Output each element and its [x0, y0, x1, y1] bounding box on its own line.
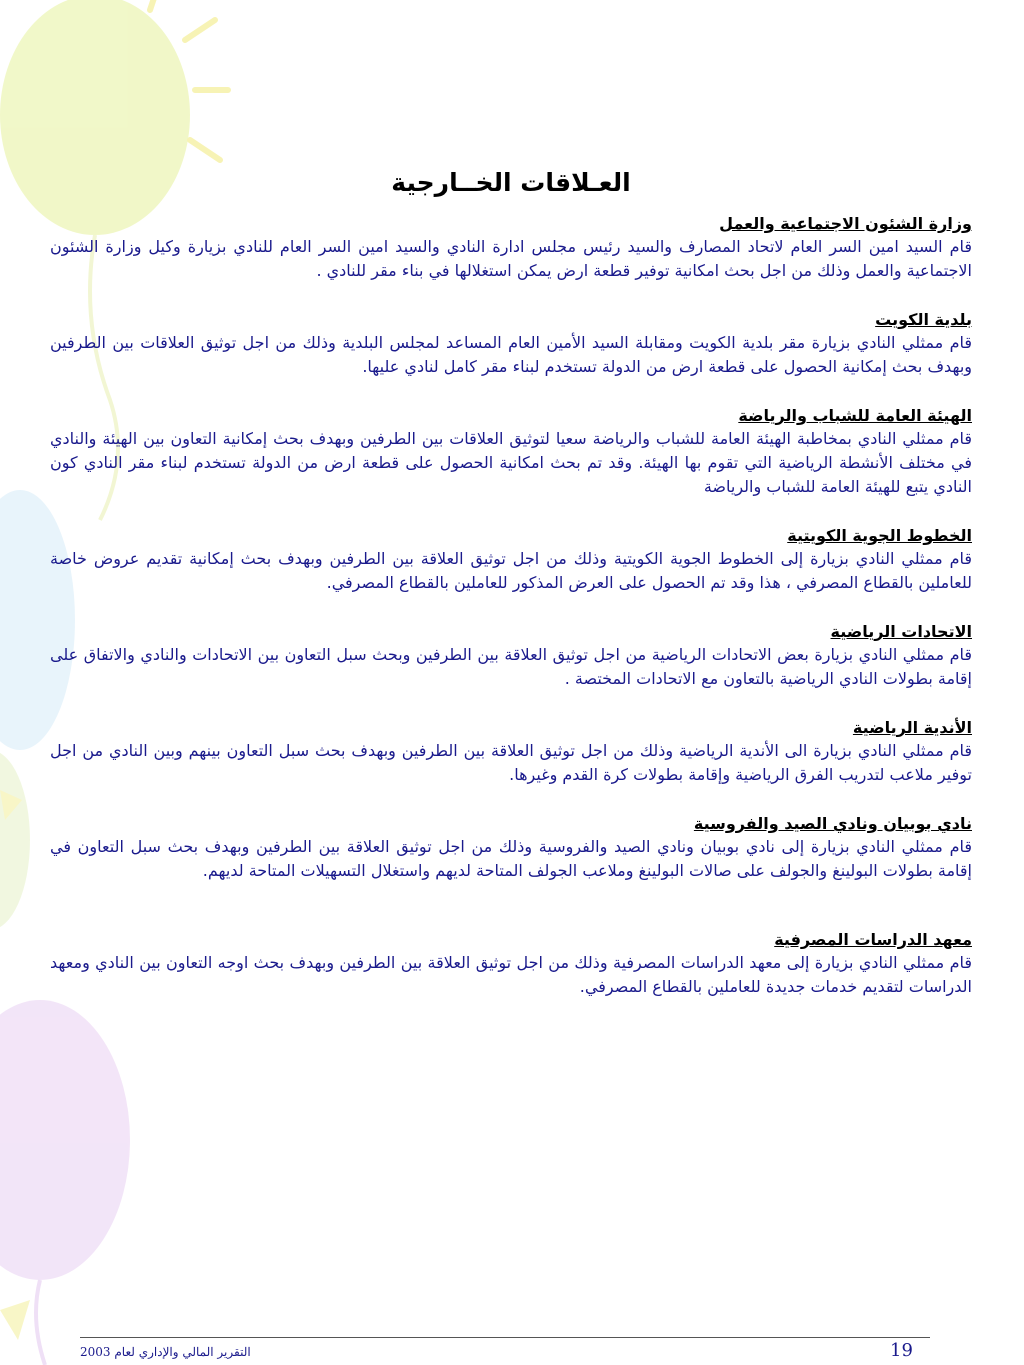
- page-number: 19: [890, 1340, 913, 1361]
- section-body: قام ممثلي النادي بزيارة مقر بلدية الكويت ومقابلة السيد الأمين العام المساعد لمجلس البلدية وذلك من اجل توثيق العلاقات بين الطرفين وبهدف بحث إمكانية الحصول على قطعة ارض من الدولة تستخدم لبناء مقر كامل لنادي عليها.: [50, 333, 972, 376]
- page-title: العـلاقات الخــارجية: [391, 168, 631, 197]
- section-bubiyan-hunting-club: [50, 812, 972, 883]
- section-heading: الاتحادات الرياضية: [830, 622, 972, 641]
- section-heading: وزارة الشئون الاجتماعية والعمل: [719, 214, 972, 233]
- section-heading: الخطوط الجوية الكويتية: [787, 526, 972, 545]
- footer-divider: [80, 1337, 930, 1338]
- sections-list: [50, 212, 972, 999]
- section-ministry-social-affairs: [50, 212, 972, 283]
- section-kuwait-airways: [50, 524, 972, 595]
- section-body: قام ممثلي النادي بزيارة بعض الاتحادات الرياضية من اجل توثيق العلاقة بين الطرفين وبحث سبل التعاون بين الاتحادات والنادي والاتفاق على إقامة بطولات النادي الرياضية بالتعاون مع الاتحادات المختصة .: [50, 645, 972, 688]
- section-kuwait-municipality: [50, 308, 972, 379]
- section-body: قام ممثلي النادي بزيارة إلى نادي بوبيان ونادي الصيد والفروسية وذلك من اجل توثيق العلاقة بين الطرفين وبهدف بحث سبل التعاون في إقامة بطولات البولينغ والجولف على صالات البولينغ وملاعب الجولف المتاحة لديهم واستغلال التسهيلات المتاحة لديهم.: [50, 837, 972, 880]
- section-body: قام ممثلي النادي بزيارة إلى الخطوط الجوية الكويتية وذلك من اجل توثيق العلاقة بين الطرفين وبهدف بحث إمكانية تقديم عروض خاصة للعاملين بالقطاع المصرفي ، هذا وقد تم الحصول على العرض المذكور للعاملين بالقطاع المصرفي.: [50, 549, 972, 592]
- section-heading: بلدية الكويت: [875, 310, 972, 329]
- section-heading: الأندية الرياضية: [852, 718, 972, 737]
- section-sports-federations: [50, 620, 972, 691]
- section-body: قام ممثلي النادي بزيارة الى الأندية الرياضية وذلك من اجل توثيق العلاقة بين الطرفين وبهدف بحث سبل التعاون بينهم وبين النادي من اجل توفير ملاعب لتدريب الفرق الرياضية وإقامة بطولات كرة القدم وغيرها.: [50, 741, 972, 784]
- section-youth-sports-authority: [50, 404, 972, 499]
- section-banking-studies-institute: [50, 928, 972, 999]
- section-heading: معهد الدراسات المصرفية: [774, 930, 972, 949]
- section-body: قام ممثلي النادي بمخاطبة الهيئة العامة للشباب والرياضة سعيا لتوثيق العلاقات بين الطرفين وبهدف بحث إمكانية التعاون بين الهيئة والنادي في مختلف الأنشطة الرياضية التي تقوم بها الهيئة. وقد تم بحث امكانية الحصول على قطعة ارض من الدولة تستخدم لبناء مقر النادي كون النادي يتبع للهيئة العامة للشباب والرياضة: [50, 429, 972, 496]
- footer-report-label: التقرير المالي والإداري لعام 2003: [80, 1345, 251, 1359]
- section-body: قام السيد امين السر العام لاتحاد المصارف والسيد رئيس مجلس ادارة النادي والسيد امين السر العام للنادي بزيارة وكيل وزارة الشئون الاجتماعية والعمل وذلك من اجل بحث امكانية توفير قطعة ارض يمكن استغلالها في بناء مقر للنادي .: [50, 237, 972, 280]
- document-page: [50, 0, 972, 1365]
- section-heading: الهيئة العامة للشباب والرياضة: [738, 406, 972, 425]
- section-heading: نادي بوبيان ونادي الصيد والفروسية: [693, 814, 972, 833]
- section-body: قام ممثلي النادي بزيارة إلى معهد الدراسات المصرفية وذلك من اجل توثيق العلاقة بين الطرفين وبهدف بحث اوجه التعاون بين النادي ومعهد الدراسات لتقديم خدمات جديدة للعاملين بالقطاع المصرفي.: [50, 953, 972, 996]
- section-sports-clubs: [50, 716, 972, 787]
